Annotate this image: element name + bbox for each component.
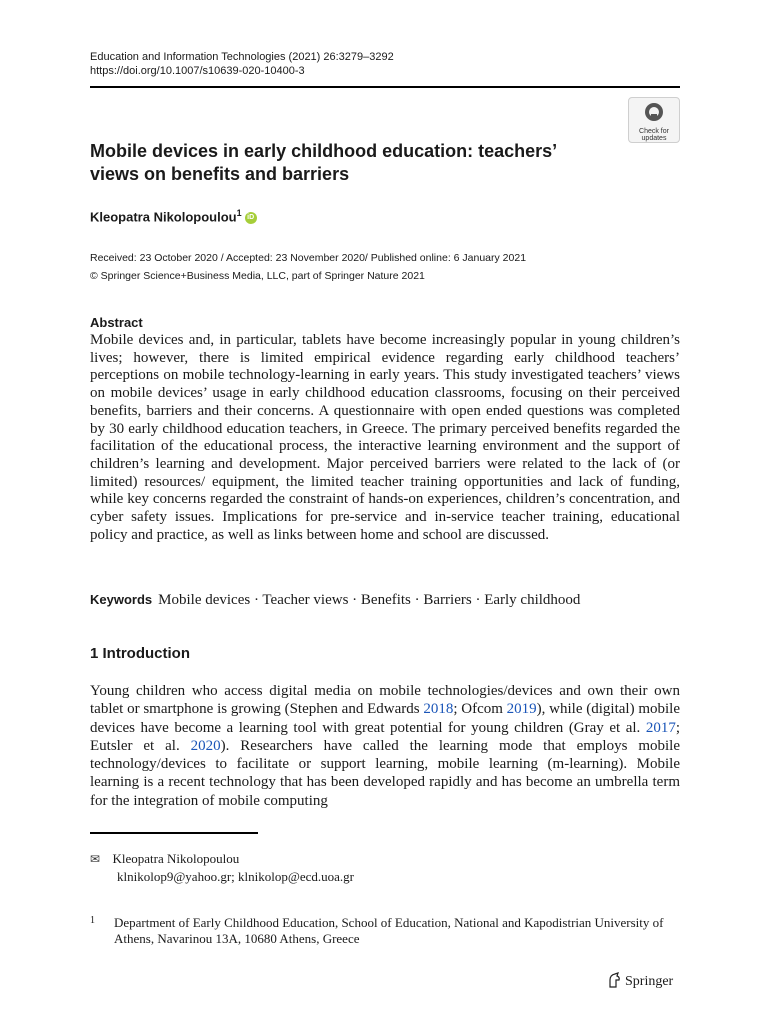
crossmark-label-2: updates: [641, 135, 667, 142]
intro-text-1: Young children who access digital media on mobile technologies/devices and own their own tablet or smartphone is growing (Stephen and Edwards: [90, 683, 680, 718]
citation-link[interactable]: 2018: [423, 701, 454, 718]
keywords-label: Keywords: [90, 592, 153, 607]
author-emails[interactable]: klnikolop9@yahoo.gr; klnikolop@ecd.uoa.gr: [117, 869, 354, 884]
intro-text-3: ), while (digital) mobile devices have become a learning tool with great potential for young children (Gray et al.: [90, 701, 680, 736]
footnote-rule: [90, 832, 258, 834]
orcid-icon[interactable]: iD: [245, 212, 257, 224]
section-heading-introduction: 1 Introduction: [90, 645, 190, 662]
author-line: [90, 208, 257, 224]
publisher-logo: [606, 972, 673, 991]
author-name[interactable]: Kleopatra Nikolopoulou: [90, 209, 237, 225]
publisher-name: Springer: [625, 974, 674, 989]
affiliation-footnote: [90, 915, 680, 947]
doi-link[interactable]: https://doi.org/10.1007/s10639-020-10400-3: [90, 65, 305, 77]
citation-link[interactable]: 2020: [190, 737, 221, 754]
check-for-updates-badge[interactable]: [628, 97, 680, 143]
affiliation-number: 1: [90, 915, 95, 926]
keywords-line: [90, 591, 580, 609]
paper-title: Mobile devices in early childhood education: teachers’ views on benefits and barriers: [90, 141, 557, 184]
abstract-heading: Abstract: [90, 315, 143, 330]
abstract-text: Mobile devices and, in particular, tablets have become increasingly popular in young children’s lives; however, there is limited empirical evidence regarding early childhood teachers’ perceptions on mobile technology-learning in early years. This study investigated teachers’ views on mobile devices’ usage in early childhood education classrooms, focusing on their perceived benefits, barriers and their concerns. A questionnaire with open ended questions was completed by 30 early childhood education teachers, in Greece. The primary perceived benefits regarded the facilitation of the educational process, the interactive learning environment and the support of children’s learning and development. Major perceived barriers were related to the lack of (or limited) resources/ equipment, the limited teacher training opportunities and lack of funding, while key concerns regarded the constraint of hands-on experiences, children’s concentration, and cyber safety issues. Implications for pre-service and in-service teacher training, educational policy and practice, as well as links between home and school are discussed.: [90, 332, 680, 543]
intro-text-4: ; Eutsler et al.: [90, 719, 680, 754]
journal-header: [90, 50, 394, 78]
introduction-paragraph: [90, 682, 680, 810]
correspondence-block: [90, 850, 354, 885]
journal-citation: Education and Information Technologies (2021) 26:3279–3292: [90, 51, 394, 63]
crossmark-label-1: Check for: [639, 128, 669, 135]
springer-horse-icon: [606, 972, 622, 988]
affiliation-text: Department of Early Childhood Education, School of Education, National and Kapodistrian University of Athens, Navarinou 13A, 10680 Athens, Greece: [114, 915, 664, 946]
keywords-list: Mobile devices · Teacher views · Benefits · Barriers · Early childhood: [158, 592, 581, 608]
publication-dates: Received: 23 October 2020 / Accepted: 23 November 2020/ Published online: 6 January 2021: [90, 252, 527, 264]
crossmark-icon: [644, 102, 664, 122]
citation-link[interactable]: 2017: [645, 719, 676, 736]
author-affil-sup: 1: [236, 208, 242, 218]
citation-link[interactable]: 2019: [506, 701, 537, 718]
intro-text-5: ). Researchers have called the learning mode that employs mobile technology/devices to facilitate or support learning, mobile learning (m-learning). Mobile learning is a recent technology that has been developed rapidly and has become an umbrella term for the integration of mobile computing: [90, 737, 680, 809]
header-rule: [90, 86, 680, 88]
corresponding-author-name: Kleopatra Nikolopoulou: [112, 851, 240, 866]
envelope-icon: ✉: [90, 852, 101, 866]
intro-text-2: ; Ofcom: [453, 701, 507, 718]
copyright-line: © Springer Science+Business Media, LLC, part of Springer Nature 2021: [90, 270, 425, 282]
